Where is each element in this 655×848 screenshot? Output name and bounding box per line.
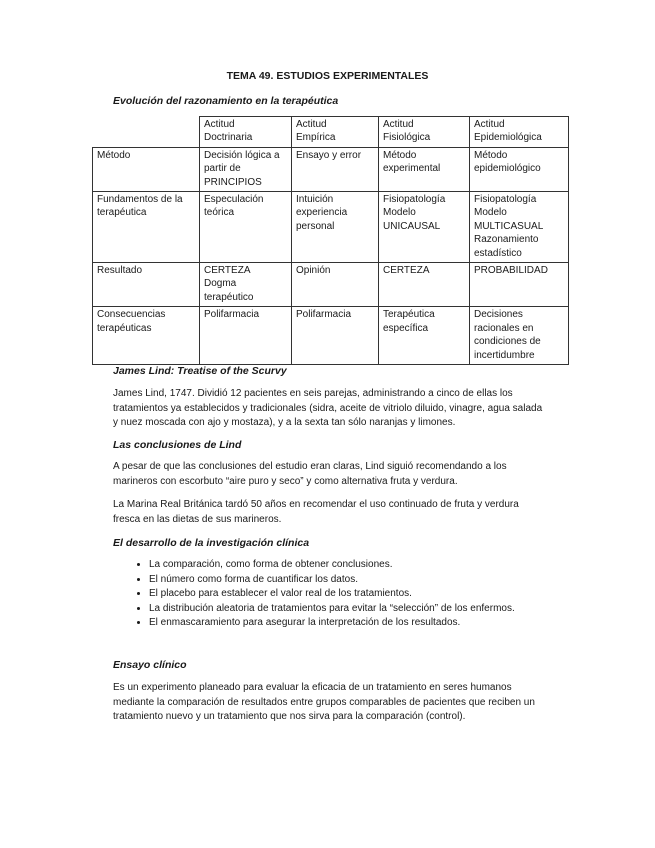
table-row (93, 307, 569, 365)
cell-text: Polifarmacia (296, 309, 352, 321)
table-row (93, 263, 569, 307)
cell-text: Método epidemiológico (474, 149, 541, 175)
cell-text: Opinión (296, 265, 331, 277)
table-cell (470, 307, 569, 365)
cell-text: Actitud Doctrinaria (204, 119, 253, 144)
table-cell (470, 192, 569, 263)
conclusions-heading: Las conclusiones de Lind (113, 439, 242, 451)
comparison-table (92, 116, 569, 365)
list-item: • El placebo para establecer el valor real de los tratamientos. (149, 587, 569, 602)
table-cell (93, 307, 200, 365)
table-header-cell (200, 117, 292, 148)
table-cell (200, 263, 292, 307)
lind-paragraph: James Lind, 1747. Dividió 12 pacientes en seis parejas, administrando a cinco de ellas los tratamientos ya establecidos y tradicionales (sidra, aceite de vitriolo diluido, vinagre, agua salada y nuez moscada con ajo y mostaza), y a la sexta tan sólo naranjas y limones. (113, 388, 543, 429)
table-cell (93, 147, 200, 191)
list-item: • La comparación, como forma de obtener conclusiones. (149, 558, 569, 573)
cell-text: Intuición experiencia personal (296, 194, 348, 232)
cell-text: Actitud Empírica (296, 119, 336, 144)
cell-text: Polifarmacia (204, 309, 260, 321)
table-cell (292, 263, 379, 307)
table-header-cell (292, 117, 379, 148)
table-cell (379, 192, 470, 263)
cell-text: Fundamentos de la terapéutica (97, 194, 183, 219)
list-item: • El enmascaramiento para asegurar la interpretación de los resultados. (149, 616, 569, 631)
page-title: TEMA 49. ESTUDIOS EXPERIMENTALES (226, 70, 429, 82)
table-cell (379, 307, 470, 365)
cell-text: Decisiones racionales en condiciones de incertidumbre (474, 309, 541, 361)
table-cell (292, 147, 379, 191)
table-cell (379, 147, 470, 191)
table-cell (93, 192, 200, 263)
cell-text: Resultado (97, 265, 143, 277)
cell-text: Actitud Epidemiológica (474, 119, 542, 144)
cell-text: Decisión lógica a partir de PRINCIPIOS (204, 149, 280, 188)
cell-text: Método (97, 149, 131, 161)
lind-heading: James Lind: Treatise of the Scurvy (113, 365, 287, 377)
table-header-cell (470, 117, 569, 148)
trial-heading: Ensayo clínico (113, 659, 187, 671)
table-cell (93, 263, 200, 307)
conclusions-paragraph-1: A pesar de que las conclusiones del estudio eran claras, Lind siguió recomendando a los marineros con escorbuto “aire puro y seco” y como alternativa fruta y verdura. (113, 461, 507, 487)
cell-text: CERTEZA Dogma terapéutico (204, 265, 254, 303)
cell-text: Fisiopatología Modelo UNICAUSAL (383, 194, 446, 232)
table-heading: Evolución del razonamiento en la terapéutica (113, 95, 339, 107)
trial-paragraph: Es un experimento planeado para evaluar la eficacia de un tratamiento en seres humanos mediante la comparación de resultados entre grupos comparables de pacientes que reciben un tratamiento nuevo y un tratamiento que nos sirva para la comparación (control). (113, 682, 535, 723)
table-header-cell (93, 117, 200, 148)
table-header-cell (379, 117, 470, 148)
list-item: • El número como forma de cuantificar los datos. (149, 573, 569, 588)
table-cell (470, 263, 569, 307)
cell-text: Terapéutica específica (383, 309, 435, 334)
table-cell (292, 307, 379, 365)
cell-text: Consecuencias terapéuticas (97, 309, 166, 334)
table-cell (200, 307, 292, 365)
table-header-row (93, 117, 569, 148)
cell-text: Fisiopatología Modelo MULTICASUAL Razonamiento estadístico (474, 194, 544, 259)
table-cell (470, 147, 569, 191)
development-list (113, 558, 569, 631)
table-cell (200, 147, 292, 191)
development-heading: El desarrollo de la investigación clínica (113, 537, 310, 549)
table-cell (292, 192, 379, 263)
cell-text: Método experimental (383, 149, 441, 175)
conclusions-paragraph-2: La Marina Real Británica tardó 50 años en recomendar el uso continuado de fruta y verdura fresca en las dietas de sus marineros. (113, 499, 519, 525)
cell-text: CERTEZA (383, 265, 430, 277)
cell-text: Actitud Fisiológica (383, 119, 431, 144)
table-row (93, 147, 569, 191)
cell-text: Especulación teórica (204, 194, 264, 219)
table-row (93, 192, 569, 263)
table-cell (200, 192, 292, 263)
cell-text: Ensayo y error (296, 149, 362, 161)
cell-text: PROBABILIDAD (474, 265, 548, 277)
table-cell (379, 263, 470, 307)
list-item: • La distribución aleatoria de tratamientos para evitar la “selección” de los enfermos. (149, 602, 569, 617)
